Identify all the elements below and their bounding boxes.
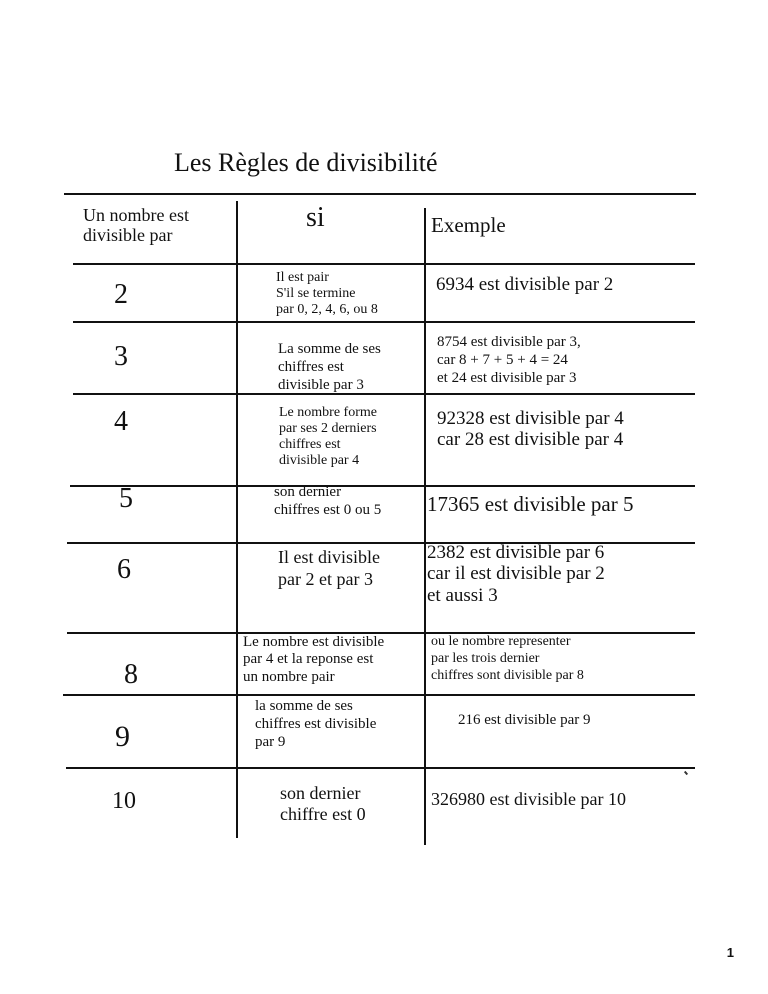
row-divider [70,485,695,487]
rule-cell: La somme de ses chiffres est divisible par 3 [278,341,381,393]
example-cell: 17365 est divisible par 5 [427,492,634,516]
column-divider [424,208,426,845]
rule-cell: Il est pair S'il se termine par 0, 2, 4, 6, ou 8 [276,270,378,318]
example-cell: 216 est divisible par 9 [458,712,591,728]
rule-cell: son dernier chiffre est 0 [280,783,366,825]
example-cell: ou le nombre representer par les trois dernier chiffres sont divisible par 8 [431,634,584,683]
divisor-cell: 5 [119,483,133,514]
table-top-rule [64,193,696,195]
header-divisor: Un nombre est divisible par [83,205,189,246]
rule-cell: la somme de ses chiffres est divisible par 9 [255,698,377,750]
example-cell: 92328 est divisible par 4 car 28 est divisible par 4 [437,408,624,451]
divisor-cell: 4 [114,406,128,437]
rule-cell: son dernier chiffres est 0 ou 5 [274,484,382,518]
row-divider [73,321,695,323]
stray-mark [684,771,688,775]
rule-cell: Le nombre forme par ses 2 derniers chiffres est divisible par 4 [279,405,377,469]
example-cell: 326980 est divisible par 10 [431,789,626,809]
column-divider [236,201,238,838]
divisor-cell: 9 [115,720,130,753]
example-cell: 6934 est divisible par 2 [436,274,614,295]
divisor-cell: 2 [114,279,128,310]
rule-cell: Il est divisible par 2 et par 3 [278,547,380,589]
rule-cell: Le nombre est divisible par 4 et la reponse est un nombre pair [243,634,385,685]
divisor-cell: 3 [114,341,128,372]
divisor-cell: 8 [124,659,138,690]
row-divider [63,694,695,696]
header-example: Exemple [431,213,506,237]
page-title: Les Règles de divisibilité [174,148,438,177]
page-number: 1 [726,945,734,960]
example-cell: 8754 est divisible par 3, car 8 + 7 + 5 + 4 = 24 et 24 est divisible par 3 [437,334,581,386]
row-divider [73,393,695,395]
divisor-cell: 10 [112,788,136,814]
divisor-cell: 6 [117,554,131,585]
row-divider [73,263,695,265]
example-cell: 2382 est divisible par 6 car il est divisible par 2 et aussi 3 [427,542,605,606]
row-divider [66,767,695,769]
header-rule: si [306,202,325,233]
